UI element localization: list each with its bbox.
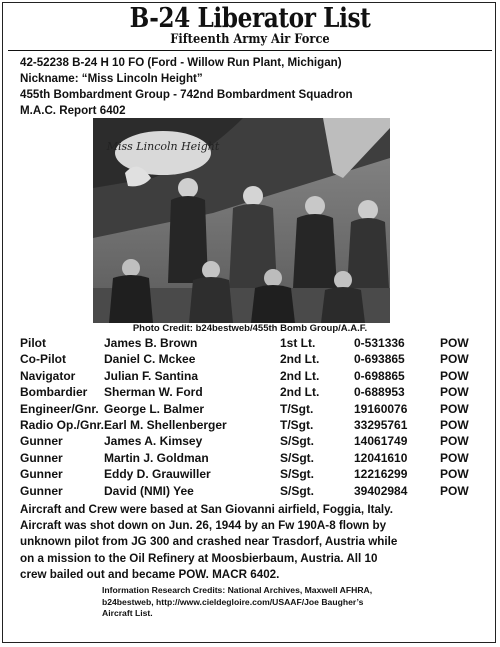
crew-row: [20, 401, 490, 417]
crew-status: POW: [440, 352, 469, 367]
crew-position: Gunner: [20, 434, 63, 449]
crew-rank: S/Sgt.: [280, 450, 315, 465]
crew-photo: [93, 118, 390, 323]
crew-position: Bombardier: [20, 385, 88, 400]
credits-line: Aircraft List.: [102, 608, 153, 618]
crew-rank: S/Sgt.: [280, 467, 315, 482]
crew-row: [20, 483, 490, 499]
page-title: B-24 Liberator List: [129, 3, 371, 34]
crew-name: James A. Kimsey: [104, 434, 203, 449]
photo-caption: Photo Credit: b24bestweb/455th Bomb Group/A.A.F.: [132, 323, 368, 334]
crew-serial: 33295761: [354, 417, 408, 432]
crew-serial: 0-693865: [354, 352, 405, 367]
credits-line: Information Research Credits: National Archives, Maxwell AFHRA,: [102, 585, 373, 595]
crew-position: Gunner: [20, 483, 63, 498]
research-credits: [102, 585, 402, 620]
aircraft-macr-line: M.A.C. Report 6402: [20, 103, 126, 117]
crew-status: POW: [440, 368, 469, 383]
narrative-line: Aircraft and Crew were based at San Giovanni airfield, Foggia, Italy.: [20, 502, 394, 516]
crew-status: POW: [440, 417, 469, 432]
crew-status: POW: [440, 434, 469, 449]
credits-line: b24bestweb, http://www.cieldegloire.com/USAAF/Joe Baugher’s: [102, 596, 364, 607]
crew-name: Sherman W. Ford: [104, 385, 203, 400]
crew-rank: 2nd Lt.: [280, 385, 320, 400]
nose-art-text: Miss Lincoln Height: [106, 140, 220, 153]
narrative-line: on a mission to the Oil Refinery at Moosbierbaum, Austria. All 10: [20, 550, 378, 565]
narrative-line: unknown pilot from JG 300 and crashed near Trasdorf, Austria while: [20, 534, 398, 549]
crew-rank: S/Sgt.: [280, 483, 315, 498]
crew-status: POW: [440, 450, 469, 465]
crew-serial: 39402984: [354, 483, 408, 498]
crew-row: [20, 466, 490, 482]
crew-name: Earl M. Shellenberger: [104, 417, 227, 432]
crew-name: Eddy D. Grauwiller: [104, 467, 211, 482]
header-divider: [8, 50, 492, 51]
crew-name: Martin J. Goldman: [104, 450, 209, 465]
crew-position: Co-Pilot: [20, 352, 66, 367]
crew-position: Navigator: [20, 368, 76, 383]
crew-status: POW: [440, 336, 469, 350]
crew-row: [20, 417, 490, 433]
aircraft-nickname-line: Nickname: “Miss Lincoln Height”: [20, 71, 203, 85]
crew-status: POW: [440, 385, 469, 400]
crew-status: POW: [440, 401, 469, 416]
crew-serial: 12041610: [354, 450, 408, 465]
aircraft-unit-line: 455th Bombardment Group - 742nd Bombardment Squadron: [20, 87, 353, 101]
crew-serial: 12216299: [354, 467, 408, 482]
page-subtitle: Fifteenth Army Air Force: [170, 32, 330, 47]
crew-serial: 0-531336: [354, 336, 405, 350]
crew-position: Engineer/Gnr.: [20, 401, 99, 416]
mission-narrative: [20, 501, 492, 582]
crew-name: James B. Brown: [104, 336, 198, 350]
crew-serial: 0-688953: [354, 385, 405, 400]
crew-status: POW: [440, 483, 469, 498]
crew-position: Pilot: [20, 336, 46, 350]
crew-position: Radio Op./Gnr.: [20, 417, 105, 432]
crew-serial: 14061749: [354, 434, 408, 449]
crew-position: Gunner: [20, 450, 63, 465]
crew-position: Gunner: [20, 467, 63, 482]
aircraft-info: [20, 54, 490, 118]
crew-row: [20, 433, 490, 449]
crew-rank: 2nd Lt.: [280, 368, 320, 383]
crew-serial: 0-698865: [354, 368, 405, 383]
crew-row: [20, 335, 490, 351]
narrative-line: Aircraft was shot down on Jun. 26, 1944 by an Fw 190A-8 flown by: [20, 518, 387, 533]
crew-row: [20, 368, 490, 384]
crew-rank: S/Sgt.: [280, 434, 315, 449]
aircraft-serial-line: 42-52238 B-24 H 10 FO (Ford - Willow Run Plant, Michigan): [20, 55, 342, 69]
crew-rank: T/Sgt.: [280, 417, 314, 432]
crew-name: Julian F. Santina: [104, 368, 199, 383]
crew-row: [20, 450, 490, 466]
crew-row: [20, 351, 490, 367]
crew-name: Daniel C. Mckee: [104, 352, 196, 367]
crew-name: George L. Balmer: [104, 401, 205, 416]
crew-row: [20, 384, 490, 400]
crew-photo-illustration: [93, 118, 390, 323]
crew-table: [20, 335, 490, 499]
crew-serial: 19160076: [354, 401, 408, 416]
crew-rank: T/Sgt.: [280, 401, 314, 416]
crew-status: POW: [440, 467, 469, 482]
crew-rank: 2nd Lt.: [280, 352, 320, 367]
crew-name: David (NMI) Yee: [104, 483, 194, 498]
crew-rank: 1st Lt.: [280, 336, 316, 350]
narrative-line: crew bailed out and became POW. MACR 6402.: [20, 566, 280, 581]
